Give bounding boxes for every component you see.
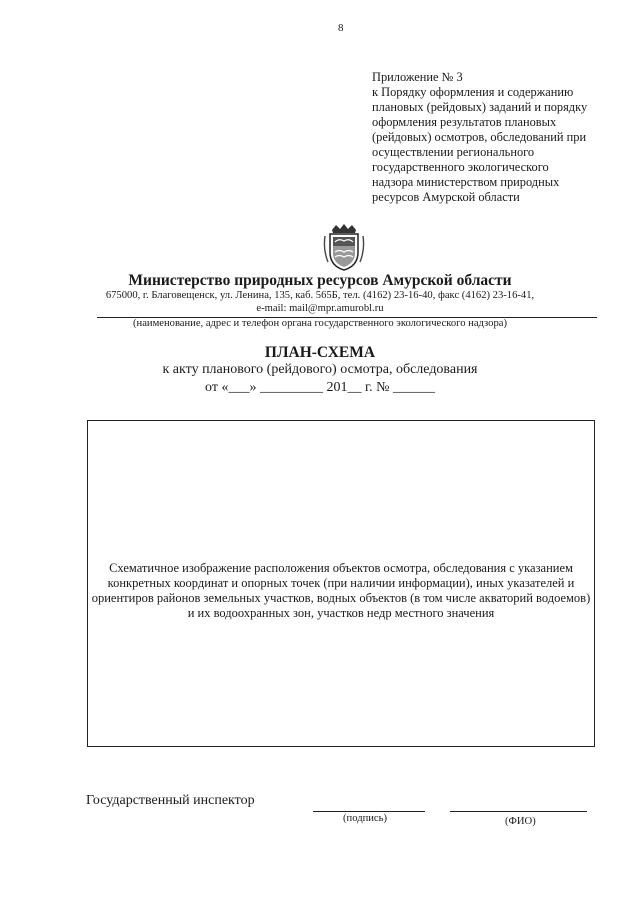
appendix-line: (рейдовых) осмотров, обследований при <box>372 130 587 144</box>
appendix-note <box>372 70 612 205</box>
fio-caption: (ФИО) <box>505 816 536 827</box>
scheme-description: Схематичное изображение расположения объектов осмотра, обследования с указанием конкретных координат и опорных точек (при наличии информации), иных указателей и ориентиров районов земельных участков, водных объектов (в том числе акваторий водоемов) и их водоохранных зон, участков недр местного значения <box>91 561 591 620</box>
signature-line <box>313 811 425 812</box>
appendix-line: осуществлении регионального <box>372 145 535 159</box>
appendix-line: к Порядку оформления и содержанию <box>372 85 574 99</box>
fio-line <box>450 811 587 812</box>
plan-title: ПЛАН-СХЕМА <box>264 344 376 361</box>
ministry-name: Министерство природных ресурсов Амурской области <box>128 272 512 289</box>
appendix-line: ресурсов Амурской области <box>372 190 520 204</box>
ministry-address: 675000, г. Благовещенск, ул. Ленина, 135, каб. 565Б, тел. (4162) 23-16-40, факс (4162) 23-16-41, <box>105 290 535 301</box>
appendix-line: плановых (рейдовых) заданий и порядку <box>372 100 588 114</box>
appendix-line: Приложение № 3 <box>372 70 463 84</box>
signature-caption: (подпись) <box>343 813 387 824</box>
coat-of-arms-emblem <box>322 222 366 272</box>
plan-subtitle: к акту планового (рейдового) осмотра, обследования <box>162 362 478 377</box>
appendix-line: надзора министерством природных <box>372 175 560 189</box>
org-caption: (наименование, адрес и телефон органа государственного экологического надзора) <box>133 318 507 329</box>
appendix-line: оформления результатов плановых <box>372 115 557 129</box>
ministry-email: e-mail: mail@mpr.amurobl.ru <box>256 302 384 314</box>
plan-date-line: от «___» _________ 201__ г. № ______ <box>205 380 435 395</box>
inspector-label: Государственный инспектор <box>86 793 255 808</box>
ministry-address-block <box>0 290 640 315</box>
appendix-line: государственного экологического <box>372 160 549 174</box>
page-number: 8 <box>338 22 344 34</box>
